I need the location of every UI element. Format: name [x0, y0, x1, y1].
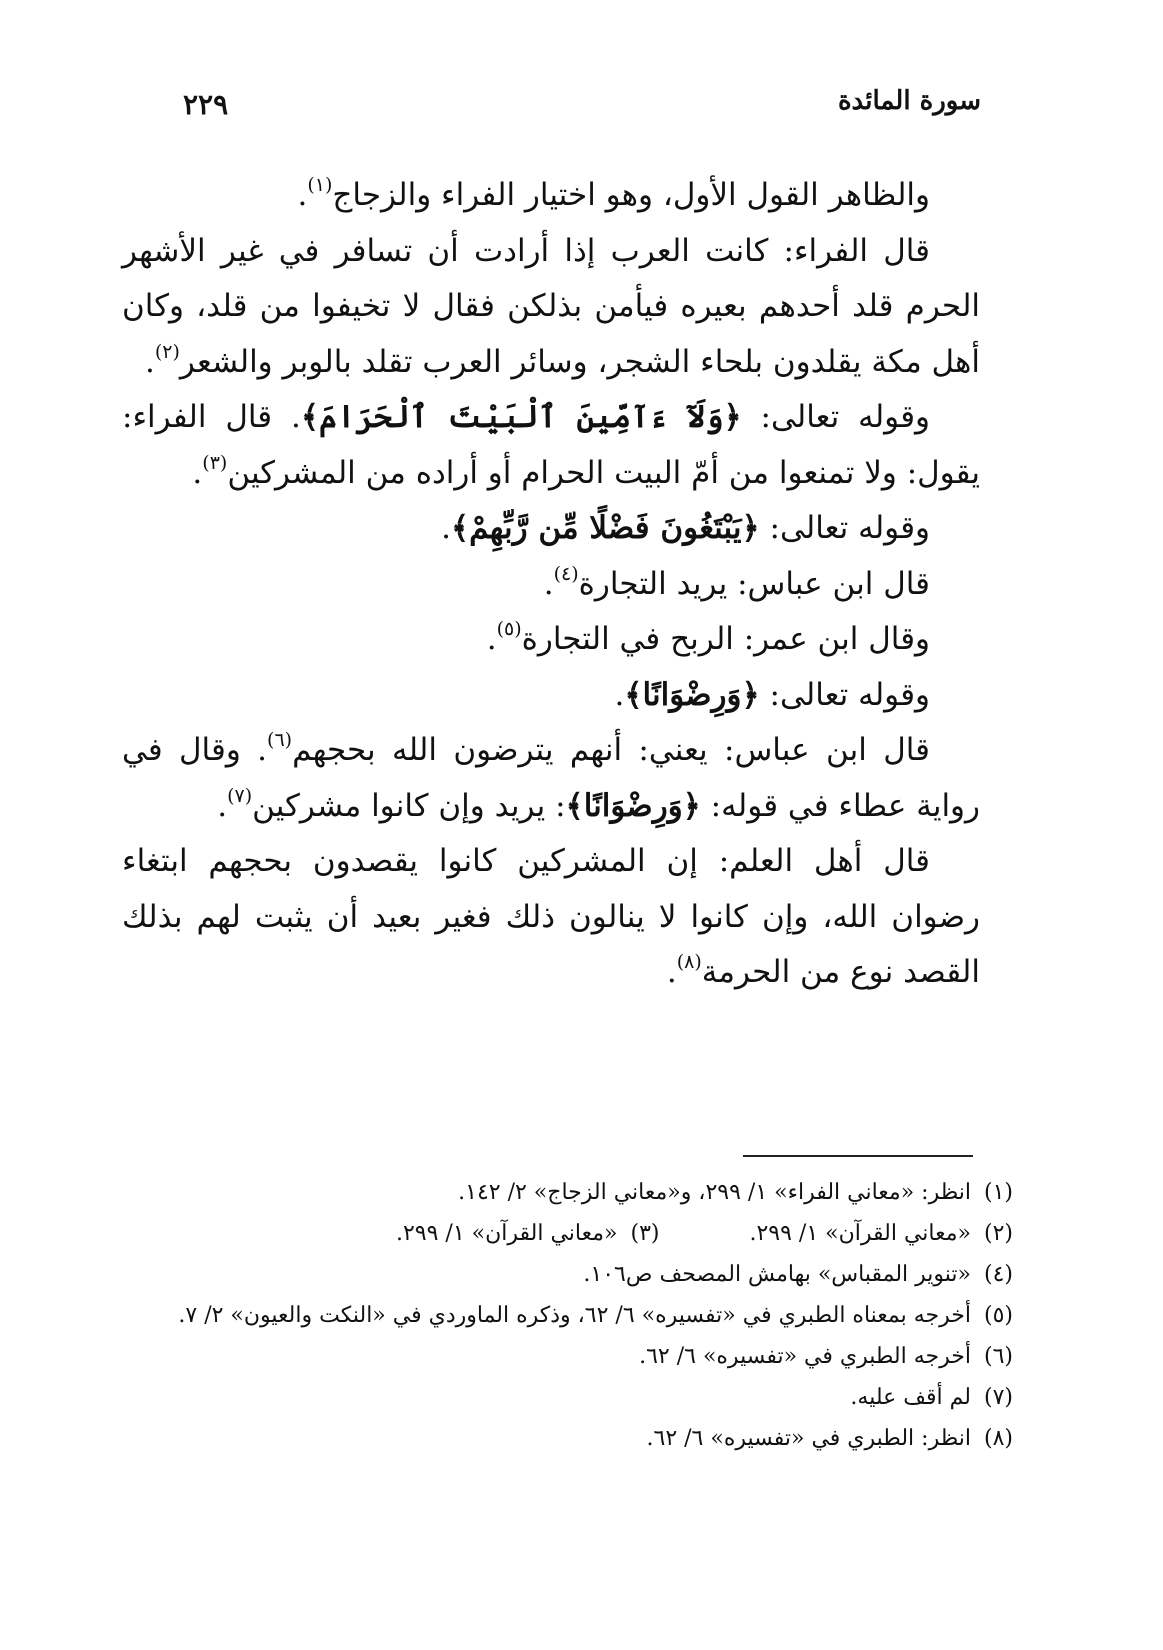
paragraph-text: وقال ابن عمر: الربح في التجارة [521, 621, 930, 657]
page-number: ٢٢٩ [183, 88, 229, 121]
footnote-7 [123, 1377, 1013, 1418]
paragraph-4: وقوله تعالى: ﴿يَبْتَغُونَ فَضْلًا مِّن رَّبِّهِمْ﴾. [441, 510, 930, 546]
footnote-text: لم أقف عليه. [850, 1385, 971, 1410]
footnote-ref-3: (٣) [202, 451, 228, 474]
paragraph-text: قال ابن عباس: يعني: أنهم يترضون الله بحجهم [292, 732, 930, 768]
footnote-ref-8: (٨) [676, 951, 702, 973]
paragraph-text: وقوله تعالى: [741, 399, 930, 435]
footnote-number: (٤) [983, 1262, 1013, 1287]
footnote-ref-6: (٦) [267, 729, 293, 751]
footnote-number: (٣) [630, 1221, 660, 1246]
paragraph-text: والظاهر القول الأول، وهو اختيار الفراء والزجاج [332, 177, 930, 213]
quran-verse: ﴿وَلَآ ءَآمِّينَ ٱلْبَيْتَ ٱلْحَرَامَ﴾ [300, 399, 742, 435]
footnote-text: أخرجه الطبري في «تفسيره» ٦/ ٦٢. [639, 1344, 971, 1369]
footnote-text: «تنوير المقباس» بهامش المصحف ص١٠٦. [583, 1262, 971, 1287]
running-head: سورة المائدة [837, 86, 981, 116]
footnote-2 [123, 1213, 1013, 1254]
paragraph-text: . وقال في رواية عطاء في قوله: [122, 732, 980, 824]
paragraph-text: قال الفراء: كانت العرب إذا أرادت أن تسافر في غير الأشهر الحرم قلد أحدهم بعيره فيأمن بذلكن فقال لا تخيفوا من قلد، وكان أهل مكة يقلدون بلحاء الشجر، وسائر العرب تقلد بالوبر والشعر [122, 232, 980, 380]
footnote-number: (٢) [983, 1221, 1013, 1246]
footnote-1 [123, 1172, 1013, 1213]
paragraph-6: وقال ابن عمر: الربح في التجارة$^{(٥)}$. [486, 618, 930, 657]
paragraph-8: قال ابن عباس: يعني: أنهم يترضون الله بحجهم$^{(٦)}$. وقال في رواية عطاء في قوله: ﴿وَرِضْوَانًا﴾: يريد وإن كانوا مشركين$^{(٧)}$. [122, 729, 980, 824]
quran-verse: ﴿وَرِضْوَانًا﴾ [565, 787, 701, 824]
footnote-number: (٨) [983, 1426, 1013, 1451]
paragraph-9: قال أهل العلم: إن المشركين كانوا يقصدون بحجهم ابتغاء رضوان الله، وإن كانوا لا ينالون ذلك فغير بعيد أن يثبت لهم بذلك القصد نوع من الحرمة$^{(٨)}$. [122, 843, 980, 990]
footnote-8 [123, 1418, 1013, 1459]
footnote-5 [123, 1295, 1013, 1336]
footnote-ref-4: (٤) [553, 562, 579, 585]
paragraph-3: وقوله تعالى: ﴿وَلَآ ءَآمِّينَ ٱلْبَيْتَ ٱلْحَرَامَ﴾. قال الفراء: يقول: ولا تمنعوا من أمّ البيت الحرام أو أراده من المشركين$^{(٣)}$. [122, 399, 980, 491]
paragraph-text: قال أهل العلم: إن المشركين كانوا يقصدون بحجهم ابتغاء رضوان الله، وإن كانوا لا ينالون ذلك فغير بعيد أن يثبت لهم بذلك القصد نوع من الحرمة [122, 843, 980, 990]
footnote-text: انظر: الطبري في «تفسيره» ٦/ ٦٢. [646, 1426, 971, 1451]
paragraph-text: قال ابن عباس: يريد التجارة [578, 565, 930, 602]
footnote-text: انظر: «معاني الفراء» ١/ ٢٩٩، و«معاني الزجاج» ٢/ ١٤٢. [458, 1180, 971, 1205]
main-text [122, 168, 980, 1001]
footnote-separator [743, 1155, 973, 1157]
quran-verse: ﴿وَرِضْوَانًا﴾ [624, 676, 760, 713]
paragraph-1: والظاهر القول الأول، وهو اختيار الفراء والزجاج$^{(١)}$. [297, 174, 930, 213]
paragraph-text: . قال الفراء: يقول: ولا تمنعوا من أمّ البيت الحرام أو أراده من المشركين [122, 399, 980, 491]
quran-verse: ﴿يَبْتَغُونَ فَضْلًا مِّن رَّبِّهِمْ﴾ [450, 510, 760, 546]
footnote-text: أخرجه بمعناه الطبري في «تفسيره» ٦/ ٦٢، وذكره الماوردي في «النكت والعيون» ٢/ ٧. [178, 1303, 971, 1328]
footnote-number: (٥) [983, 1303, 1013, 1328]
footnote-ref-1: (١) [307, 174, 333, 196]
footnote-number: (٦) [983, 1344, 1013, 1369]
paragraph-text: وقوله تعالى: [759, 676, 930, 713]
footnote-ref-7: (٧) [227, 784, 253, 807]
footnote-6 [123, 1336, 1013, 1377]
footnote-number: (٧) [983, 1385, 1013, 1410]
paragraph-5: قال ابن عباس: يريد التجارة$^{(٤)}$. [543, 562, 930, 602]
footnote-ref-5: (٥) [496, 618, 522, 640]
footnote-number: (١) [983, 1180, 1013, 1205]
footnote-4 [123, 1254, 1013, 1295]
footnote-text: «معاني القرآن» ١/ ٢٩٩. [749, 1221, 971, 1246]
footnote-text: «معاني القرآن» ١/ ٢٩٩. [395, 1221, 618, 1246]
paragraph-2: قال الفراء: كانت العرب إذا أرادت أن تسافر في غير الأشهر الحرم قلد أحدهم بعيره فيأمن بذلكن فقال لا تخيفوا من قلد، وكان أهل مكة يقلدون بلحاء الشجر، وسائر العرب تقلد بالوبر والشعر$^{(٢)}$. [122, 232, 980, 380]
paragraph-text: وقوله تعالى: [759, 510, 930, 546]
paragraph-text: : يريد وإن كانوا مشركين [252, 787, 566, 824]
footnote-ref-2: (٢) [154, 340, 180, 363]
footnotes [123, 1172, 1013, 1459]
paragraph-7: وقوله تعالى: ﴿وَرِضْوَانًا﴾. [614, 676, 930, 713]
